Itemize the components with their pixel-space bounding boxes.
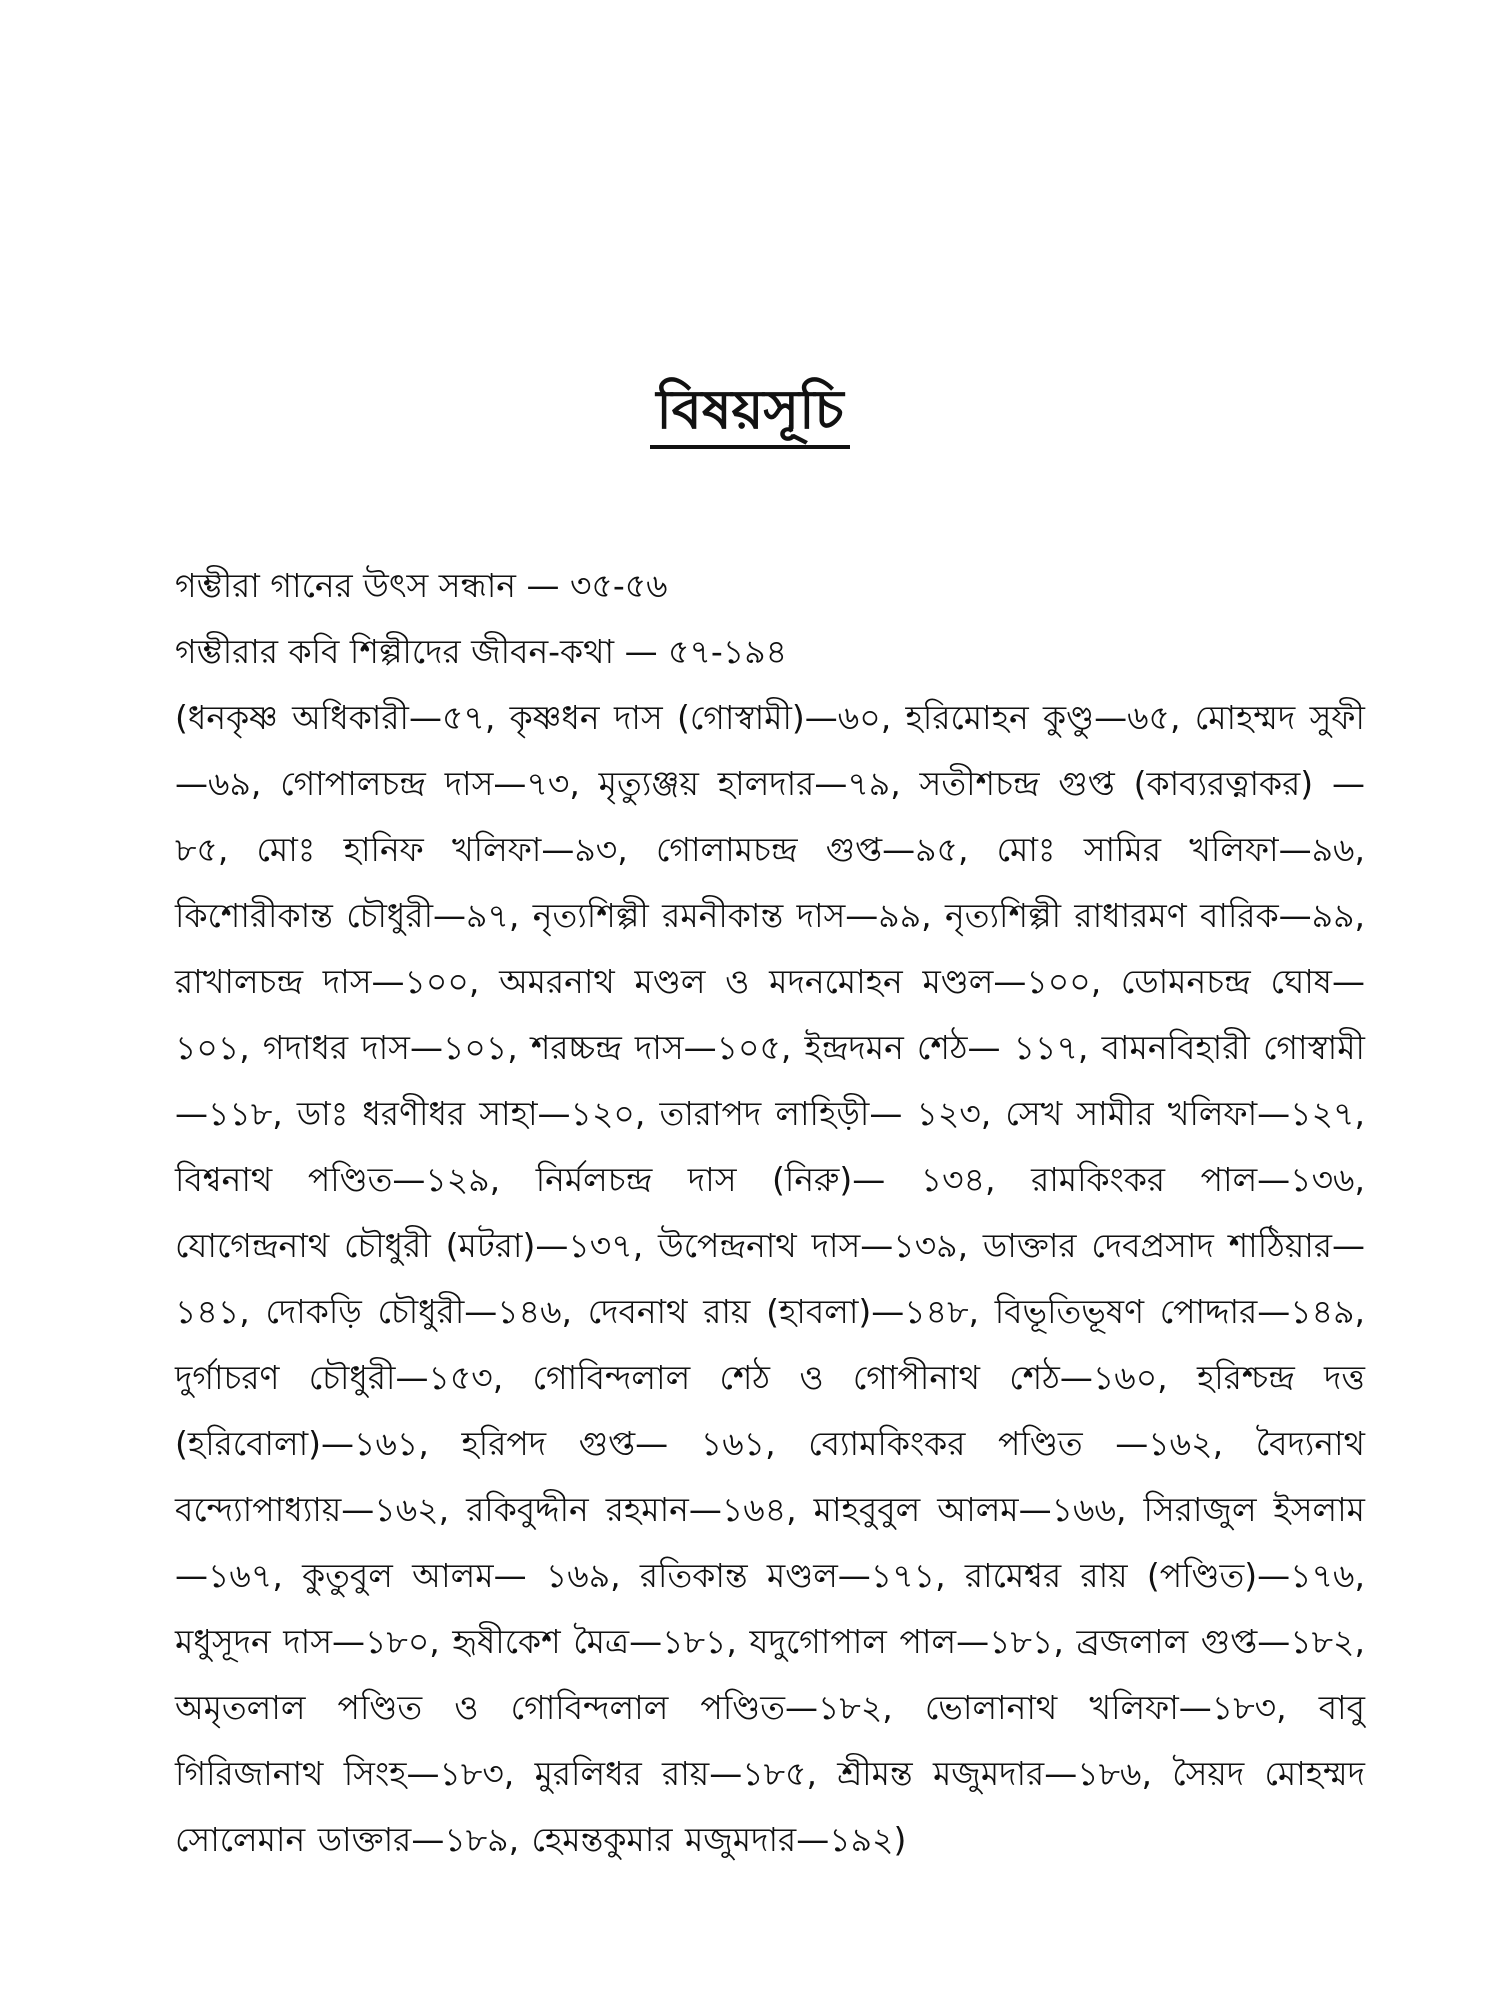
toc-entry-biographies: গম্ভীরার কবি শিল্পীদের জীবন-কথা — ৫৭-১৯৪	[175, 632, 788, 671]
page-title-container	[0, 378, 1500, 449]
toc-entry-origin: গম্ভীরা গানের উৎস সন্ধান — ৩৫-৫৬	[175, 566, 668, 605]
toc-biography-list: (ধনকৃষ্ণ অধিকারী—৫৭, কৃষ্ণধন দাস (গোস্বামী)—৬০, হরিমোহন কুণ্ডু—৬৫, মোহম্মদ সুফী—৬৯, গোপালচন্দ্র দাস—৭৩, মৃত্যুঞ্জয় হালদার—৭৯, সতীশচন্দ্র গুপ্ত (কাব্যরত্নাকর) —৮৫, মোঃ হানিফ খলিফা—৯৩, গোলামচন্দ্র গুপ্ত—৯৫, মোঃ সামির খলিফা—৯৬, কিশোরীকান্ত চৌধুরী—৯৭, নৃত্যশিল্পী রমনীকান্ত দাস—৯৯, নৃত্যশিল্পী রাধারমণ বারিক—৯৯, রাখালচন্দ্র দাস—১০০, অমরনাথ মণ্ডল ও মদনমোহন মণ্ডল—১০০, ডোমনচন্দ্র ঘোষ—১০১, গদাধর দাস—১০১, শরচ্চন্দ্র দাস—১০৫, ইন্দ্রদমন শেঠ— ১১৭, বামনবিহারী গোস্বামী—১১৮, ডাঃ ধরণীধর সাহা—১২০, তারাপদ লাহিড়ী— ১২৩, সেখ সামীর খলিফা—১২৭, বিশ্বনাথ পণ্ডিত—১২৯, নির্মলচন্দ্র দাস (নিরু)— ১৩৪, রামকিংকর পাল—১৩৬, যোগেন্দ্রনাথ চৌধুরী (মটরা)—১৩৭, উপেন্দ্রনাথ দাস—১৩৯, ডাক্তার দেবপ্রসাদ শাঠিয়ার—১৪১, দোকড়ি চৌধুরী—১৪৬, দেবনাথ রায় (হাবলা)—১৪৮, বিভূতিভূষণ পোদ্দার—১৪৯, দুর্গাচরণ চৌধুরী—১৫৩, গোবিন্দলাল শেঠ ও গোপীনাথ শেঠ—১৬০, হরিশ্চন্দ্র দত্ত (হরিবোলা)—১৬১, হরিপদ গুপ্ত— ১৬১, ব্যোমকিংকর পণ্ডিত —১৬২, বৈদ্যনাথ বন্দ্যোপাধ্যায়—১৬২, রকিবুদ্দীন রহমান—১৬৪, মাহবুবুল আলম—১৬৬, সিরাজুল ইসলাম—১৬৭, কুতুবুল আলম— ১৬৯, রতিকান্ত মণ্ডল—১৭১, রামেশ্বর রায় (পণ্ডিত)—১৭৬, মধুসূদন দাস—১৮০, হৃষীকেশ মৈত্র—১৮১, যদুগোপাল পাল—১৮১, ব্রজলাল গুপ্ত—১৮২, অমৃতলাল পণ্ডিত ও গোবিন্দলাল পণ্ডিত—১৮২, ভোলানাথ খলিফা—১৮৩, বাবু গিরিজানাথ সিংহ—১৮৩, মুরলিধর রায়—১৮৫, শ্রীমন্ত মজুমদার—১৮৬, সৈয়দ মোহম্মদ সোলেমান ডাক্তার—১৮৯, হেমন্তকুমার মজুমদার—১৯২)	[175, 698, 1365, 1859]
page-title: বিষয়সূচি	[650, 378, 849, 449]
table-of-contents	[175, 553, 1365, 1873]
